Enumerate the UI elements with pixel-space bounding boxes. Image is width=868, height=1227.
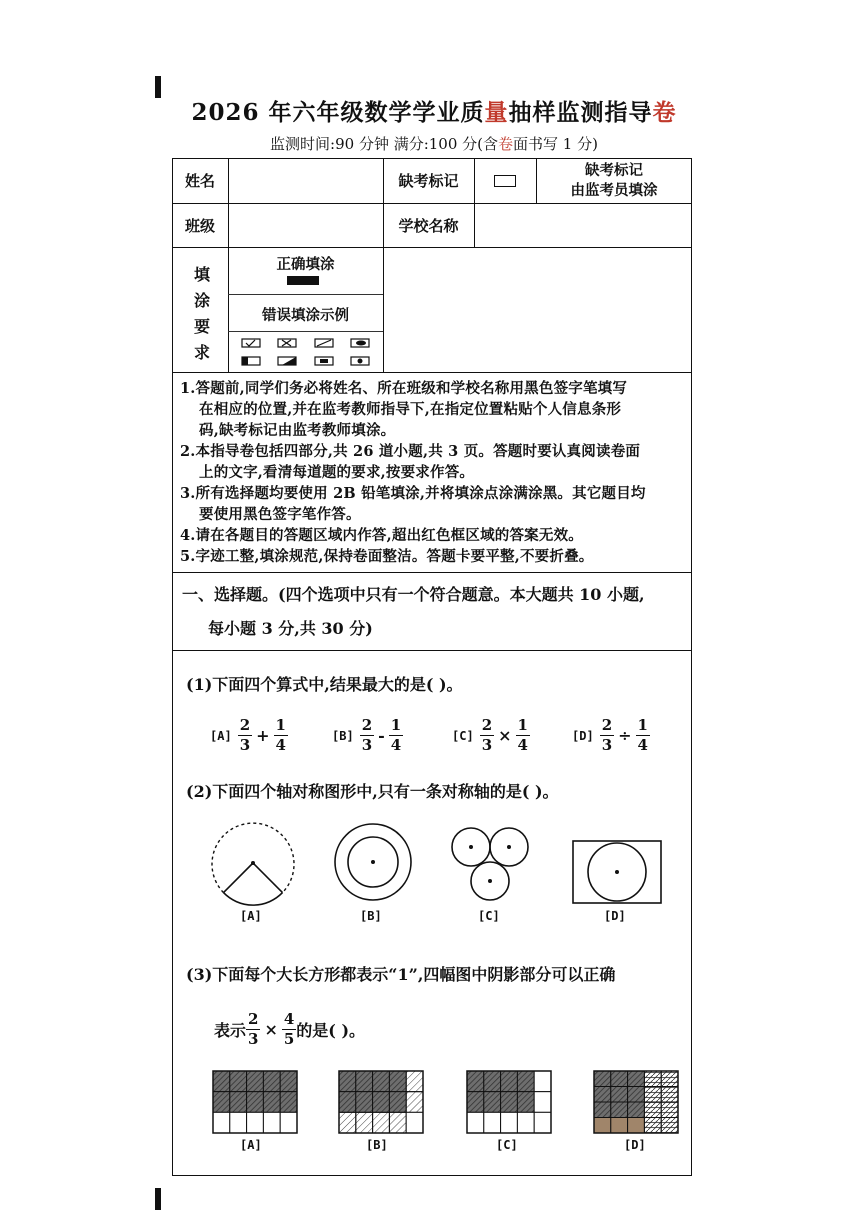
q1-option-b[interactable]: [332, 718, 403, 753]
grid-cell: [611, 1102, 628, 1118]
grid-cell: [484, 1071, 501, 1092]
q2-label-a: [A]: [240, 909, 262, 923]
correct-fill-mark-icon: [287, 276, 319, 285]
grid-cell: [339, 1112, 356, 1133]
grid-cell: [389, 1112, 406, 1133]
section-title-line1: 一、选择题。(四个选项中只有一个符合题意。本大题共 10 小题,: [182, 585, 645, 604]
q3-label-c: [C]: [496, 1138, 518, 1152]
q2-figure-c[interactable]: [450, 826, 530, 904]
instructions: [180, 378, 686, 567]
denominator: 5: [283, 1030, 295, 1048]
q2-figure-a[interactable]: [210, 820, 296, 906]
denominator: 3: [601, 736, 613, 754]
grid-cell: [280, 1092, 297, 1113]
grid-cell: [594, 1118, 611, 1134]
grid-cell: [213, 1092, 230, 1113]
school-field[interactable]: [476, 205, 690, 245]
section-title: [182, 578, 688, 646]
grid-cell: [356, 1071, 373, 1092]
absent-checkbox-cell[interactable]: [474, 158, 536, 203]
fraction: [516, 718, 530, 753]
grid-cell: [467, 1112, 484, 1133]
numerator: 2: [601, 716, 613, 734]
fraction: [600, 718, 614, 753]
q3-figure-d[interactable]: [593, 1070, 679, 1134]
option-label: [D]: [572, 728, 594, 743]
q3-label-b: [B]: [366, 1138, 388, 1152]
grid-cell: [501, 1112, 518, 1133]
grid-cell: [339, 1092, 356, 1113]
operator: ×: [498, 726, 512, 745]
operator: +: [256, 726, 270, 745]
fraction: [360, 718, 374, 753]
class-field[interactable]: [230, 205, 380, 245]
exam-info-text-end: 面书写 1 分): [513, 135, 598, 153]
title-red-char-2: 卷: [652, 99, 677, 126]
grid-cell: [467, 1092, 484, 1113]
absent-note-line2: 由监考员填涂: [570, 181, 658, 199]
numerator: 4: [283, 1010, 295, 1028]
operator: ×: [264, 1020, 278, 1039]
option-label: [B]: [332, 728, 354, 743]
grid-cell: [484, 1112, 501, 1133]
absent-note-line1: 缺考标记: [585, 161, 643, 179]
absent-note: [536, 158, 692, 203]
fill-requirements-text: 填涂要求: [193, 265, 210, 362]
q1-option-d[interactable]: [572, 718, 650, 753]
grid-cell: [263, 1071, 280, 1092]
q3-text-prefix: 表示: [214, 1021, 247, 1040]
q2-label-b: [B]: [360, 909, 382, 923]
exam-info: [0, 133, 868, 154]
q3-text-suffix: 的是( )。: [296, 1021, 366, 1040]
grid-cell: [230, 1092, 247, 1113]
grid-cell: [534, 1092, 551, 1113]
grid-cell: [517, 1071, 534, 1092]
grid-cell: [373, 1092, 390, 1113]
instruction-line: 2.本指导卷包括四部分,共 26 道小题,共 3 页。答题时要认真阅读卷面: [180, 443, 641, 460]
grid-cell: [263, 1112, 280, 1133]
page-title: [0, 94, 868, 127]
fill-requirements-label: [184, 262, 220, 366]
grid-cell: [594, 1102, 611, 1118]
grid-cell: [661, 1087, 678, 1103]
wrong-fill-center-icon: [315, 357, 333, 365]
question-3-line2: [214, 1012, 365, 1047]
grid-cell: [644, 1087, 661, 1103]
fraction: [282, 1012, 296, 1047]
fraction: [636, 718, 650, 753]
q1-option-a[interactable]: [210, 718, 288, 753]
denominator: 3: [481, 736, 493, 754]
correct-fill-label: 正确填涂: [276, 255, 335, 273]
q3-figure-b[interactable]: [338, 1070, 424, 1134]
denominator: 4: [275, 736, 286, 754]
instruction-line: 在相应的位置,并在监考教师指导下,在指定位置粘贴个人信息条形: [199, 401, 622, 418]
option-label: [A]: [210, 728, 232, 743]
table-divider: [228, 294, 383, 295]
operator: ÷: [618, 726, 632, 745]
option-label: [C]: [452, 728, 474, 743]
instruction-line: 1.答题前,同学们务必将姓名、所在班级和学校名称用黑色签字笔填写: [180, 380, 628, 397]
instruction-line: 3.所有选择题均要使用 2B 铅笔填涂,并将填涂点涂满涂黑。其它题目均: [180, 485, 646, 502]
table-divider: [172, 372, 692, 373]
numerator: 1: [517, 716, 528, 734]
question-1: (1)下面四个算式中,结果最大的是( )。: [186, 675, 463, 694]
instruction-line: 4.请在各题目的答题区域内作答,超出红色框区域的答案无效。: [180, 527, 583, 544]
grid-cell: [661, 1071, 678, 1087]
q2-figure-b[interactable]: [333, 822, 413, 902]
wrong-fill-scribble-icon: [351, 339, 369, 347]
numerator: 2: [239, 716, 251, 734]
grid-cell: [484, 1092, 501, 1113]
grid-cell: [280, 1112, 297, 1133]
denominator: 3: [361, 736, 373, 754]
grid-cell: [339, 1071, 356, 1092]
grid-cell: [534, 1071, 551, 1092]
fraction: [274, 718, 288, 753]
fraction: [480, 718, 494, 753]
grid-cell: [356, 1092, 373, 1113]
grid-cell: [389, 1092, 406, 1113]
q3-label-a: [A]: [240, 1138, 262, 1152]
grid-cell: [534, 1112, 551, 1133]
grid-cell: [213, 1071, 230, 1092]
grid-cell: [406, 1092, 423, 1113]
wrong-fill-slash-icon: [315, 339, 333, 347]
grid-cell: [230, 1112, 247, 1133]
grid-cell: [467, 1071, 484, 1092]
grid-cell: [373, 1112, 390, 1133]
grid-cell: [247, 1112, 264, 1133]
wrong-fill-cross-icon: [278, 339, 296, 347]
absent-checkbox[interactable]: [494, 175, 516, 187]
grid-cell: [263, 1092, 280, 1113]
grid-cell: [373, 1071, 390, 1092]
denominator: 4: [390, 736, 402, 754]
grid-cell: [628, 1071, 645, 1087]
school-label: 学校名称: [398, 216, 459, 235]
name-label: 姓名: [184, 172, 215, 190]
grid-cell: [611, 1087, 628, 1103]
grid-cell: [611, 1071, 628, 1087]
fraction: [238, 718, 252, 753]
grid-cell: [247, 1092, 264, 1113]
grid-cell: [247, 1071, 264, 1092]
grid-cell: [661, 1102, 678, 1118]
grid-cell: [517, 1092, 534, 1113]
q1-option-c[interactable]: [452, 718, 530, 753]
denominator: 3: [239, 736, 251, 754]
wrong-fill-label: 错误填涂示例: [262, 306, 349, 324]
section-divider: [172, 650, 692, 651]
q2-label-c: [C]: [478, 909, 500, 923]
grid-cell: [611, 1118, 628, 1134]
grid-cell: [594, 1071, 611, 1087]
grid-cell: [213, 1112, 230, 1133]
question-2: (2)下面四个轴对称图形中,只有一条对称轴的是( )。: [186, 782, 559, 801]
grid-cell: [230, 1071, 247, 1092]
class-label: 班级: [184, 216, 215, 235]
grid-cell: [389, 1071, 406, 1092]
table-divider: [172, 247, 692, 248]
instruction-line: 码,缺考标记由监考教师填涂。: [199, 422, 396, 439]
grid-cell: [644, 1071, 661, 1087]
grid-cell: [517, 1112, 534, 1133]
numerator: 2: [481, 716, 493, 734]
numerator: 1: [637, 716, 648, 734]
numerator: 1: [390, 716, 402, 734]
q3-figure-a[interactable]: [212, 1070, 298, 1134]
wrong-fill-half-icon: [242, 357, 260, 365]
grid-cell: [661, 1118, 678, 1134]
fraction: [389, 718, 403, 753]
grid-cell: [644, 1102, 661, 1118]
fraction: [246, 1012, 260, 1047]
grid-cell: [644, 1118, 661, 1134]
grid-cell: [628, 1087, 645, 1103]
name-field[interactable]: [230, 160, 380, 201]
wrong-fill-dot-icon: [351, 357, 369, 365]
title-text-mid: 抽样监测指导: [508, 99, 653, 126]
operator: -: [378, 726, 385, 745]
instruction-line: 要使用黑色签字笔作答。: [199, 506, 361, 523]
grid-cell: [501, 1071, 518, 1092]
title-red-char: 量: [484, 99, 509, 126]
grid-cell: [501, 1092, 518, 1113]
grid-cell: [628, 1118, 645, 1134]
question-3: (3)下面每个大长方形都表示“1”,四幅图中阴影部分可以正确: [186, 965, 616, 984]
exam-info-red-char: 卷: [498, 135, 514, 153]
numerator: 2: [248, 1010, 259, 1028]
q2-label-d: [D]: [604, 909, 626, 923]
title-text: 2026 年六年级数学学业质: [191, 99, 485, 126]
q3-figure-c[interactable]: [466, 1070, 552, 1134]
wrong-fill-examples: [228, 331, 383, 372]
denominator: 4: [517, 736, 528, 754]
registration-mark-bottom: [155, 1188, 161, 1210]
exam-info-text: 监测时间:90 分钟 满分:100 分(含: [270, 135, 499, 153]
denominator: 3: [248, 1030, 259, 1048]
section-divider: [172, 572, 692, 573]
numerator: 2: [361, 716, 373, 734]
grid-cell: [406, 1112, 423, 1133]
denominator: 4: [637, 736, 648, 754]
section-title-line2: 每小题 3 分,共 30 分): [208, 619, 373, 638]
numerator: 1: [275, 716, 286, 734]
wrong-fill-check-icon: [242, 339, 260, 347]
grid-cell: [628, 1102, 645, 1118]
grid-cell: [280, 1071, 297, 1092]
grid-cell: [594, 1087, 611, 1103]
instruction-line: 上的文字,看清每道题的要求,按要求作答。: [199, 464, 475, 481]
q3-label-d: [D]: [624, 1138, 646, 1152]
wrong-fill-triangle-icon: [278, 357, 296, 365]
grid-cell: [406, 1071, 423, 1092]
grid-cell: [356, 1112, 373, 1133]
q2-figure-d[interactable]: [572, 840, 662, 904]
absent-label: 缺考标记: [398, 172, 459, 190]
instruction-line: 5.字迹工整,填涂规范,保持卷面整洁。答题卡要平整,不要折叠。: [180, 548, 594, 565]
